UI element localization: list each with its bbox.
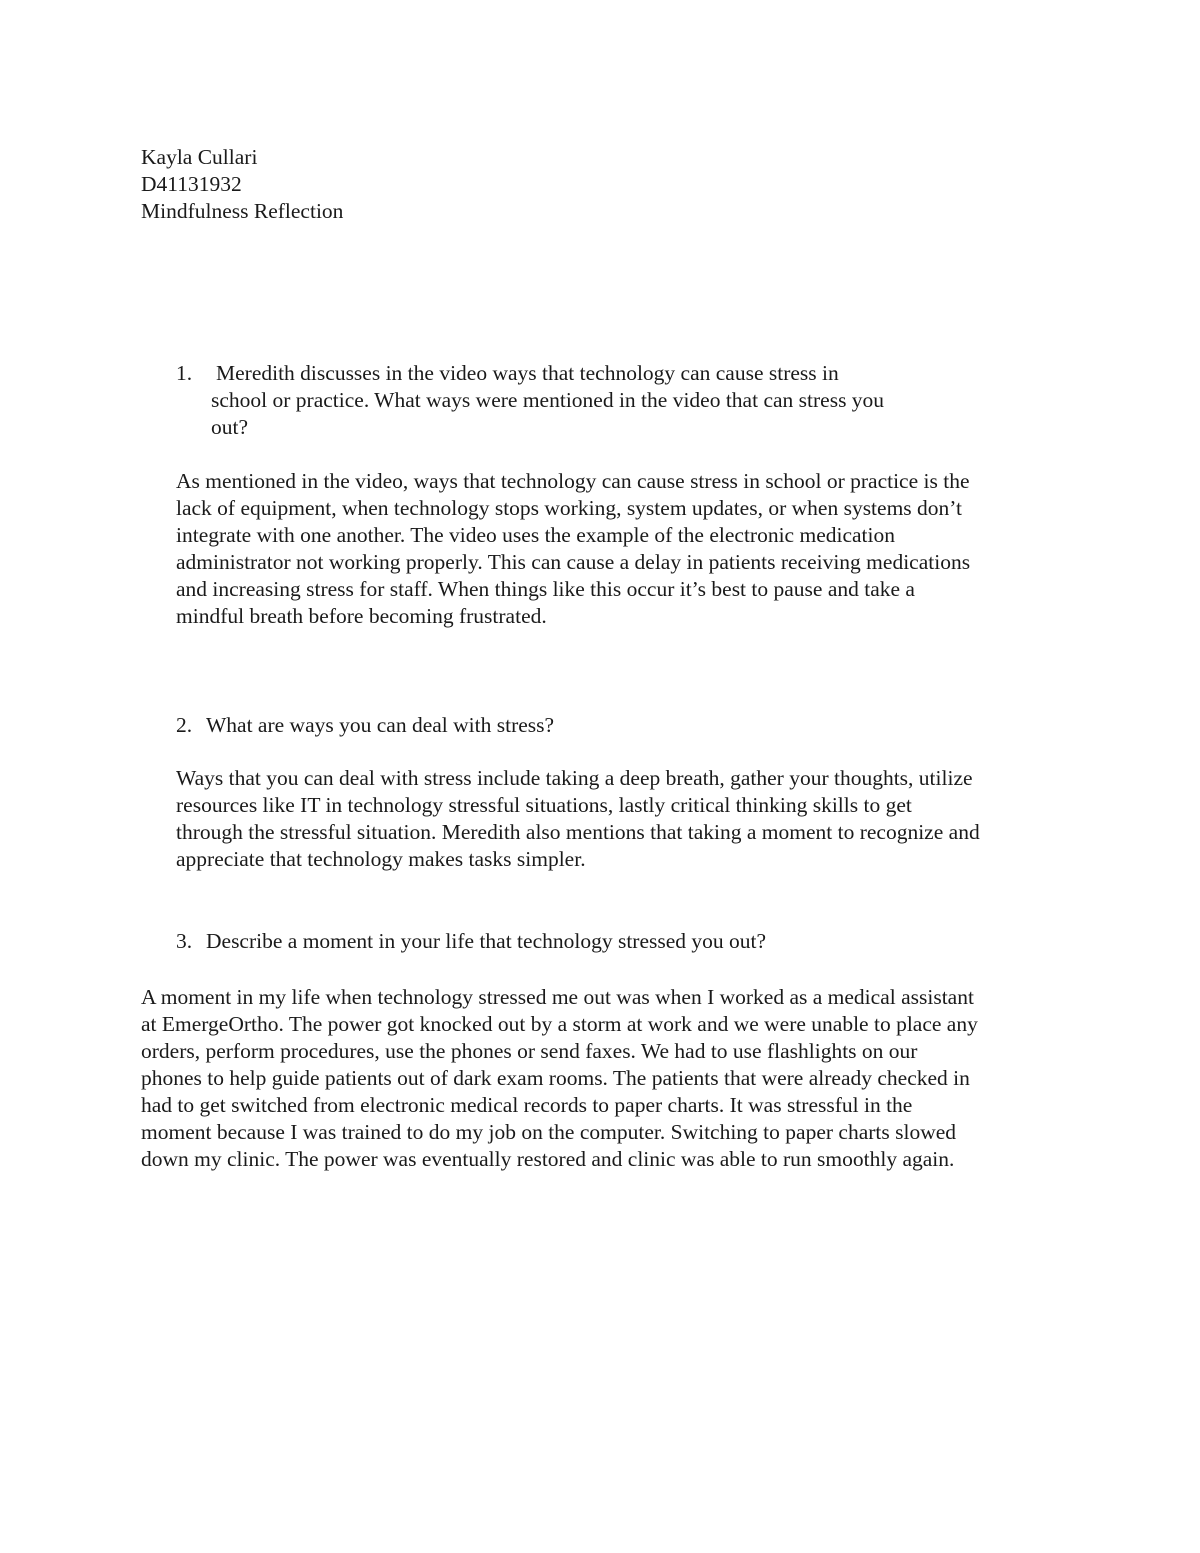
question-1-line-3: out? [211,415,249,439]
answer-3-line: phones to help guide patients out of dark exam rooms. The patients that were already checked in [141,1066,970,1090]
answer-1-line: mindful breath before becoming frustrated. [176,604,547,628]
question-3-text: Describe a moment in your life that technology stressed you out? [206,929,767,953]
question-2-text: What are ways you can deal with stress? [206,713,555,737]
question-1-number: 1. [176,361,193,385]
question-1-line-2: school or practice. What ways were mentioned in the video that can stress you [211,388,885,412]
answer-2 [176,765,980,873]
answer-1-line: integrate with one another. The video uses the example of the electronic medication [176,523,896,547]
question-1 [176,360,839,387]
answer-2-line: through the stressful situation. Meredith also mentions that taking a moment to recognize and [176,820,980,844]
answer-3 [141,984,978,1173]
answer-2-line: appreciate that technology makes tasks simpler. [176,847,586,871]
question-3-number: 3. [176,929,193,953]
answer-3-line: had to get switched from electronic medical records to paper charts. It was stressful in the [141,1093,913,1117]
student-id: D41131932 [141,172,242,196]
answer-3-line: orders, perform procedures, use the phones or send faxes. We had to use flashlights on our [141,1039,918,1063]
answer-3-line: at EmergeOrtho. The power got knocked out by a storm at work and we were unable to place any [141,1012,978,1036]
answer-1-line: As mentioned in the video, ways that technology can cause stress in school or practice is the [176,469,970,493]
answer-1-line: administrator not working properly. This can cause a delay in patients receiving medications [176,550,971,574]
question-1-line-1: Meredith discusses in the video ways that technology can cause stress in [216,361,839,385]
answer-2-line: resources like IT in technology stressful situations, lastly critical thinking skills to get [176,793,912,817]
answer-2-line: Ways that you can deal with stress include taking a deep breath, gather your thoughts, utilize [176,766,973,790]
question-2-number: 2. [176,713,193,737]
answer-1-line: and increasing stress for staff. When things like this occur it’s best to pause and take a [176,577,915,601]
document-title: Mindfulness Reflection [141,199,344,223]
author-name: Kayla Cullari [141,145,258,169]
answer-3-line: down my clinic. The power was eventually restored and clinic was able to run smoothly again. [141,1147,955,1171]
document-header [141,144,343,225]
answer-3-line: moment because I was trained to do my job on the computer. Switching to paper charts slowed [141,1120,957,1144]
question-3 [176,928,766,955]
answer-1 [176,468,970,630]
question-2 [176,712,554,739]
answer-3-line: A moment in my life when technology stressed me out was when I worked as a medical assistant [141,985,974,1009]
answer-1-line: lack of equipment, when technology stops working, system updates, or when systems don’t [176,496,963,520]
